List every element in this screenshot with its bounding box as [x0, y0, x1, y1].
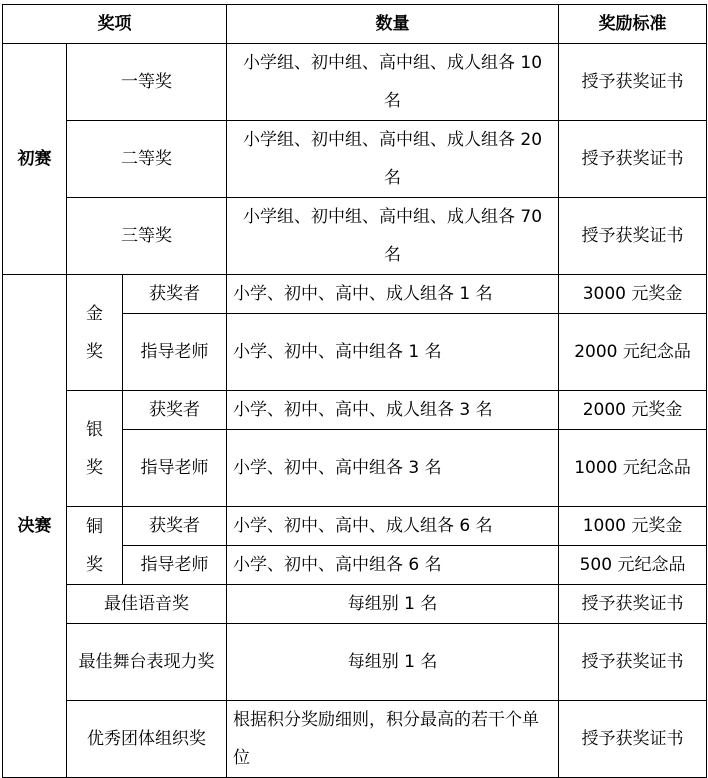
award-quantity: 小学、初中、高中、成人组各 1 名 [227, 275, 559, 314]
award-name: 三等奖 [67, 198, 227, 275]
award-quantity: 根据积分奖励细则，积分最高的若干个单位 [227, 701, 559, 778]
award-quantity: 小学组、初中组、高中组、成人组各 10 名 [227, 44, 559, 121]
table-row [3, 585, 707, 624]
award-name: 一等奖 [67, 44, 227, 121]
award-quantity: 小学、初中、高中组各 6 名 [227, 546, 559, 585]
table-row [3, 701, 707, 778]
award-quantity: 小学、初中、高中组各 1 名 [227, 314, 559, 391]
award-reward: 授予获奖证书 [559, 198, 707, 275]
award-reward: 1000 元纪念品 [559, 430, 707, 507]
medal-char: 奖 [86, 341, 103, 362]
award-reward: 授予获奖证书 [559, 44, 707, 121]
award-reward: 授予获奖证书 [559, 701, 707, 778]
stage-preliminary: 初赛 [3, 44, 67, 275]
table-row [3, 198, 707, 275]
medal-bronze [67, 507, 123, 585]
table-row [3, 275, 707, 314]
table-row [3, 121, 707, 198]
award-reward: 授予获奖证书 [559, 585, 707, 624]
award-quantity: 每组别 1 名 [227, 624, 559, 701]
award-reward: 2000 元奖金 [559, 391, 707, 430]
table-row [3, 391, 707, 430]
role-label: 获奖者 [123, 507, 227, 546]
award-name: 最佳舞台表现力奖 [67, 624, 227, 701]
awards-table [2, 4, 707, 778]
award-quantity: 小学组、初中组、高中组、成人组各 20 名 [227, 121, 559, 198]
medal-char: 铜 [86, 516, 103, 537]
header-award: 奖项 [3, 5, 227, 44]
medal-char: 银 [86, 419, 103, 440]
header-reward: 奖励标准 [559, 5, 707, 44]
award-name: 最佳语音奖 [67, 585, 227, 624]
award-quantity: 小学、初中、高中、成人组各 3 名 [227, 391, 559, 430]
award-name: 优秀团体组织奖 [67, 701, 227, 778]
medal-char: 金 [86, 303, 103, 324]
role-label: 获奖者 [123, 391, 227, 430]
medal-gold [67, 275, 123, 391]
award-reward: 3000 元奖金 [559, 275, 707, 314]
award-reward: 500 元纪念品 [559, 546, 707, 585]
header-quantity: 数量 [227, 5, 559, 44]
medal-char: 奖 [86, 457, 103, 478]
award-quantity: 小学、初中、高中、成人组各 6 名 [227, 507, 559, 546]
header-row [3, 5, 707, 44]
role-label: 指导老师 [123, 314, 227, 391]
award-name: 二等奖 [67, 121, 227, 198]
award-quantity: 小学、初中、高中组各 3 名 [227, 430, 559, 507]
award-reward: 1000 元奖金 [559, 507, 707, 546]
medal-silver [67, 391, 123, 507]
table-row [3, 44, 707, 121]
stage-final: 决赛 [3, 275, 67, 778]
award-reward: 授予获奖证书 [559, 121, 707, 198]
table-row [3, 507, 707, 546]
table-row [3, 624, 707, 701]
role-label: 指导老师 [123, 546, 227, 585]
role-label: 获奖者 [123, 275, 227, 314]
award-quantity: 每组别 1 名 [227, 585, 559, 624]
award-reward: 2000 元纪念品 [559, 314, 707, 391]
medal-char: 奖 [86, 554, 103, 575]
award-reward: 授予获奖证书 [559, 624, 707, 701]
role-label: 指导老师 [123, 430, 227, 507]
award-quantity: 小学组、初中组、高中组、成人组各 70 名 [227, 198, 559, 275]
